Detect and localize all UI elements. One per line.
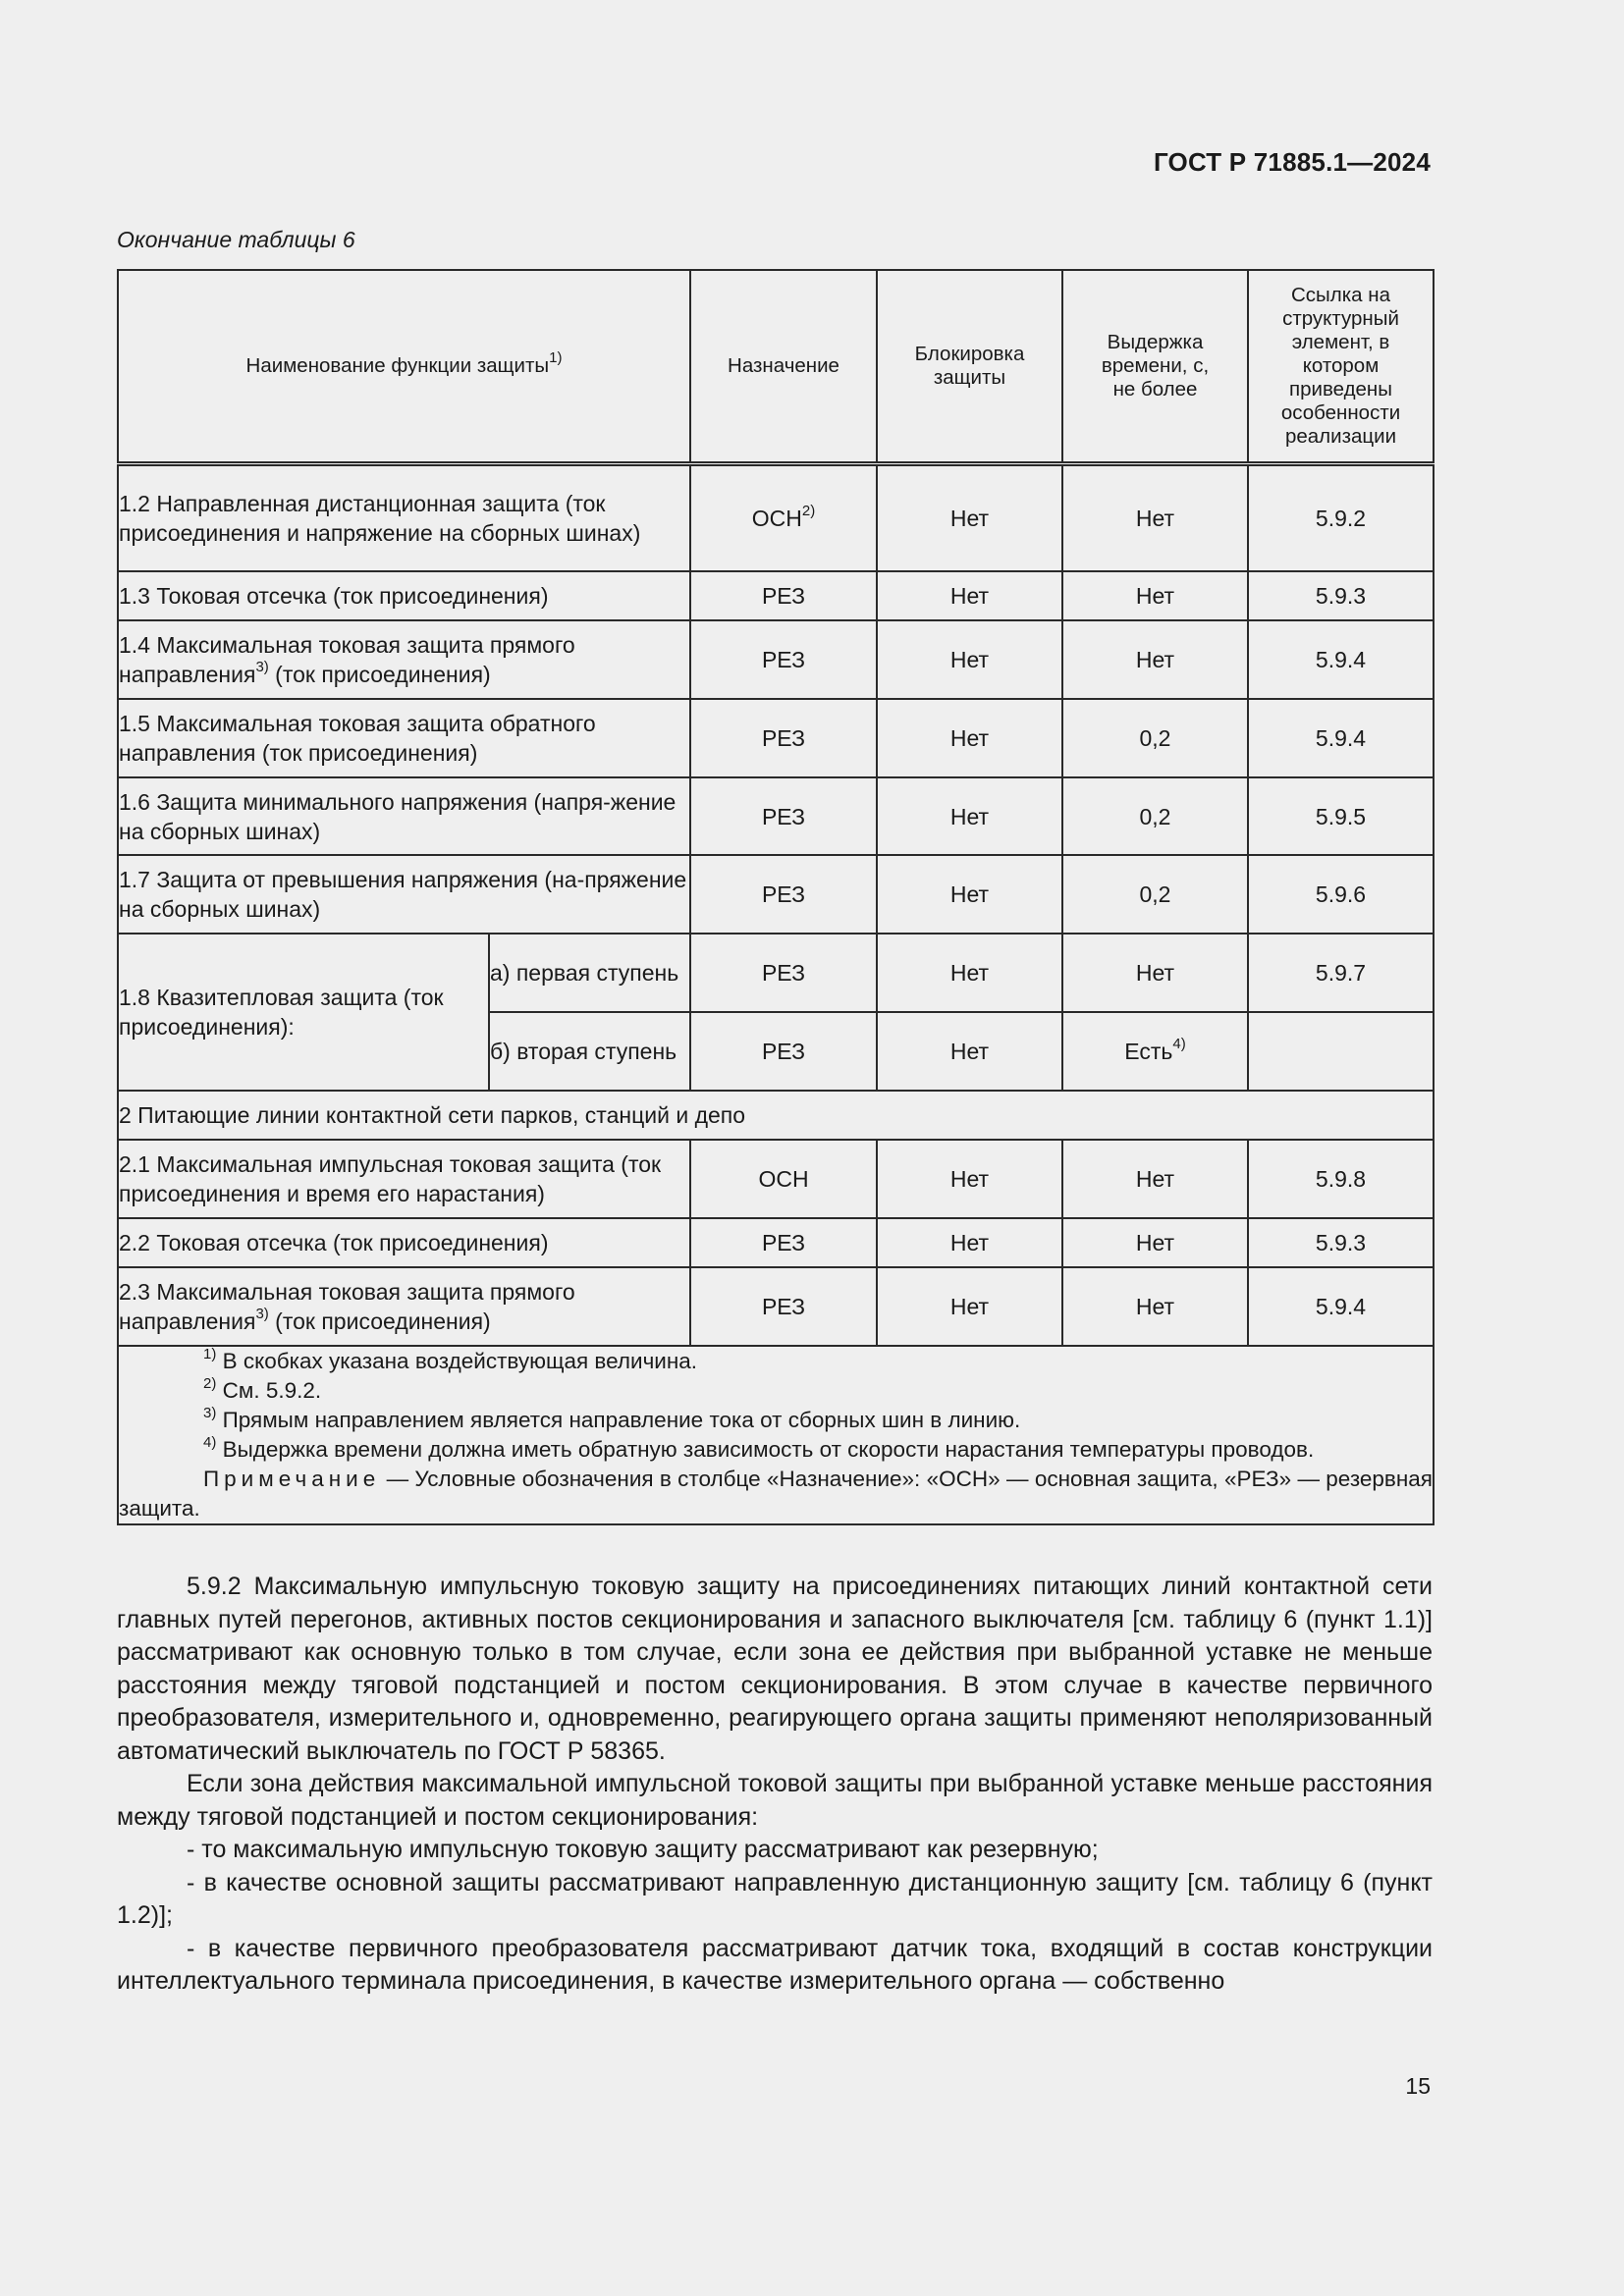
- row-delay: Нет: [1062, 1218, 1248, 1267]
- header-purpose: Назначение: [690, 270, 877, 463]
- table-row: [118, 699, 1434, 777]
- row-sub-label: а) первая ступень: [489, 934, 690, 1012]
- row-ref: 5.9.3: [1248, 571, 1434, 620]
- row-ref: 5.9.5: [1248, 777, 1434, 855]
- paragraph: 5.9.2 Максимальную импульсную токовую защиту на присоединениях питающих линий контактной сети главных путей перегонов, активных постов секционирования и запасного выключателя [см. таблицу 6 (пункт 1.1)] рассматривают как основную только в том случае, если зона ее действия при выбранной уставке не меньше расстояния между тяговой подстанцией и постом секционирования. В этом случае в качестве первичного преобразователя, измерительного и, одновременно, реагирующего органа защиты применяют неполяризованный автоматический выключатель по ГОСТ Р 58365.: [117, 1573, 1433, 1765]
- footnote: $^{4)}$ Выдержка времени должна иметь обратную зависимость от скорости нарастания температуры проводов.: [203, 1433, 1315, 1462]
- row-ref: 5.9.4: [1248, 620, 1434, 699]
- row-blocking: Нет: [877, 777, 1062, 855]
- table-caption: Окончание таблицы 6: [117, 227, 355, 252]
- footnote: $^{2)}$ См. 5.9.2.: [203, 1374, 322, 1403]
- row-purpose: РЕЗ: [690, 855, 877, 934]
- row-name: 1.4 Максимальная токовая защита прямого направления$^{3)}$ (ток присоединения): [118, 620, 690, 699]
- row-ref: 5.9.8: [1248, 1140, 1434, 1218]
- table-row: [118, 620, 1434, 699]
- row-name: 1.6 Защита минимального напряжения (напря-жение на сборных шинах): [118, 777, 690, 855]
- row-name: 1.2 Направленная дистанционная защита (ток присоединения и напряжение на сборных шинах): [118, 463, 690, 571]
- row-purpose: РЕЗ: [690, 777, 877, 855]
- protection-functions-table: [117, 269, 1435, 1525]
- row-blocking: Нет: [877, 1218, 1062, 1267]
- row-purpose: РЕЗ: [690, 620, 877, 699]
- section-title: 2 Питающие линии контактной сети парков, станций и депо: [118, 1091, 1434, 1140]
- row-delay: 0,2: [1062, 777, 1248, 855]
- row-blocking: Нет: [877, 1140, 1062, 1218]
- row-ref: 5.9.7: [1248, 934, 1434, 1012]
- table-row: [118, 463, 1434, 571]
- row-delay: Нет: [1062, 571, 1248, 620]
- row-ref: 5.9.4: [1248, 699, 1434, 777]
- row-purpose: РЕЗ: [690, 934, 877, 1012]
- footnote: $^{1)}$ В скобках указана воздействующая величина.: [203, 1345, 698, 1373]
- header-delay: Выдержка времени, с, не более: [1062, 270, 1248, 463]
- row-name: 2.2 Токовая отсечка (ток присоединения): [118, 1218, 690, 1267]
- row-ref: 5.9.6: [1248, 855, 1434, 934]
- row-delay: Есть$^{4)}$: [1062, 1012, 1248, 1091]
- row-purpose: РЕЗ: [690, 1218, 877, 1267]
- table-row: [118, 934, 1434, 1012]
- row-purpose: РЕЗ: [690, 1267, 877, 1346]
- paragraph: - в качестве основной защиты рассматривают направленную дистанционную защиту [см. таблицу 6 (пункт 1.2)];: [117, 1868, 1433, 1929]
- page-number: 15: [1405, 2073, 1431, 2099]
- row-ref: 5.9.3: [1248, 1218, 1434, 1267]
- header-ref: Ссылка на структурный элемент, в котором приведены особенности реализации: [1248, 270, 1434, 463]
- document-number: ГОСТ Р 71885.1—2024: [1153, 147, 1431, 177]
- row-blocking: Нет: [877, 620, 1062, 699]
- row-purpose: РЕЗ: [690, 699, 877, 777]
- table-row: [118, 855, 1434, 934]
- row-delay: 0,2: [1062, 699, 1248, 777]
- row-ref: [1248, 1012, 1434, 1091]
- row-blocking: Нет: [877, 463, 1062, 571]
- row-blocking: Нет: [877, 934, 1062, 1012]
- table-row: [118, 1267, 1434, 1346]
- table-row: [118, 1140, 1434, 1218]
- row-name: 1.7 Защита от превышения напряжения (на-пряжение на сборных шинах): [118, 855, 690, 934]
- table-notes-row: [118, 1346, 1434, 1524]
- row-delay: 0,2: [1062, 855, 1248, 934]
- row-ref: 5.9.2: [1248, 463, 1434, 571]
- paragraph: - то максимальную импульсную токовую защиту рассматривают как резервную;: [187, 1836, 1099, 1863]
- row-delay: Нет: [1062, 620, 1248, 699]
- row-blocking: Нет: [877, 1267, 1062, 1346]
- table-row: [118, 1218, 1434, 1267]
- table-note: Примечание — Условные обозначения в столбце «Назначение»: «ОСН» — основная защита, «РЕЗ» — резервная защита.: [119, 1467, 1433, 1521]
- paragraph: Если зона действия максимальной импульсной токовой защиты при выбранной уставке меньше расстояния между тяговой подстанцией и постом секционирования:: [117, 1770, 1433, 1831]
- row-delay: Нет: [1062, 463, 1248, 571]
- row-blocking: Нет: [877, 855, 1062, 934]
- row-purpose: РЕЗ: [690, 571, 877, 620]
- body-text: [117, 1571, 1433, 1999]
- table-row: [118, 571, 1434, 620]
- header-blocking: Блокировка защиты: [877, 270, 1062, 463]
- table-row: [118, 777, 1434, 855]
- row-ref: 5.9.4: [1248, 1267, 1434, 1346]
- row-blocking: Нет: [877, 699, 1062, 777]
- row-sub-label: б) вторая ступень: [489, 1012, 690, 1091]
- row-blocking: Нет: [877, 571, 1062, 620]
- table-section-row: [118, 1091, 1434, 1140]
- table-notes: [118, 1346, 1434, 1524]
- row-purpose: РЕЗ: [690, 1012, 877, 1091]
- row-name: 1.5 Максимальная токовая защита обратного направления (ток присоединения): [118, 699, 690, 777]
- row-delay: Нет: [1062, 934, 1248, 1012]
- paragraph: - в качестве первичного преобразователя рассматривают датчик тока, входящий в состав конструкции интеллектуального терминала присоединения, в качестве измерительного органа — собственно: [117, 1934, 1433, 1995]
- footnote: $^{3)}$ Прямым направлением является направление тока от сборных шин в линию.: [203, 1404, 1021, 1432]
- row-purpose: ОСН: [690, 1140, 877, 1218]
- row-name: 2.3 Максимальная токовая защита прямого направления$^{3)}$ (ток присоединения): [118, 1267, 690, 1346]
- row-name: 2.1 Максимальная импульсная токовая защита (ток присоединения и время его нарастания): [118, 1140, 690, 1218]
- row-delay: Нет: [1062, 1267, 1248, 1346]
- header-name: Наименование функции защиты$^{1)}$: [118, 270, 690, 463]
- row-purpose: ОСН$^{2)}$: [690, 463, 877, 571]
- row-name: 1.3 Токовая отсечка (ток присоединения): [118, 571, 690, 620]
- row-name: 1.8 Квазитепловая защита (ток присоединения):: [118, 934, 489, 1091]
- row-delay: Нет: [1062, 1140, 1248, 1218]
- row-blocking: Нет: [877, 1012, 1062, 1091]
